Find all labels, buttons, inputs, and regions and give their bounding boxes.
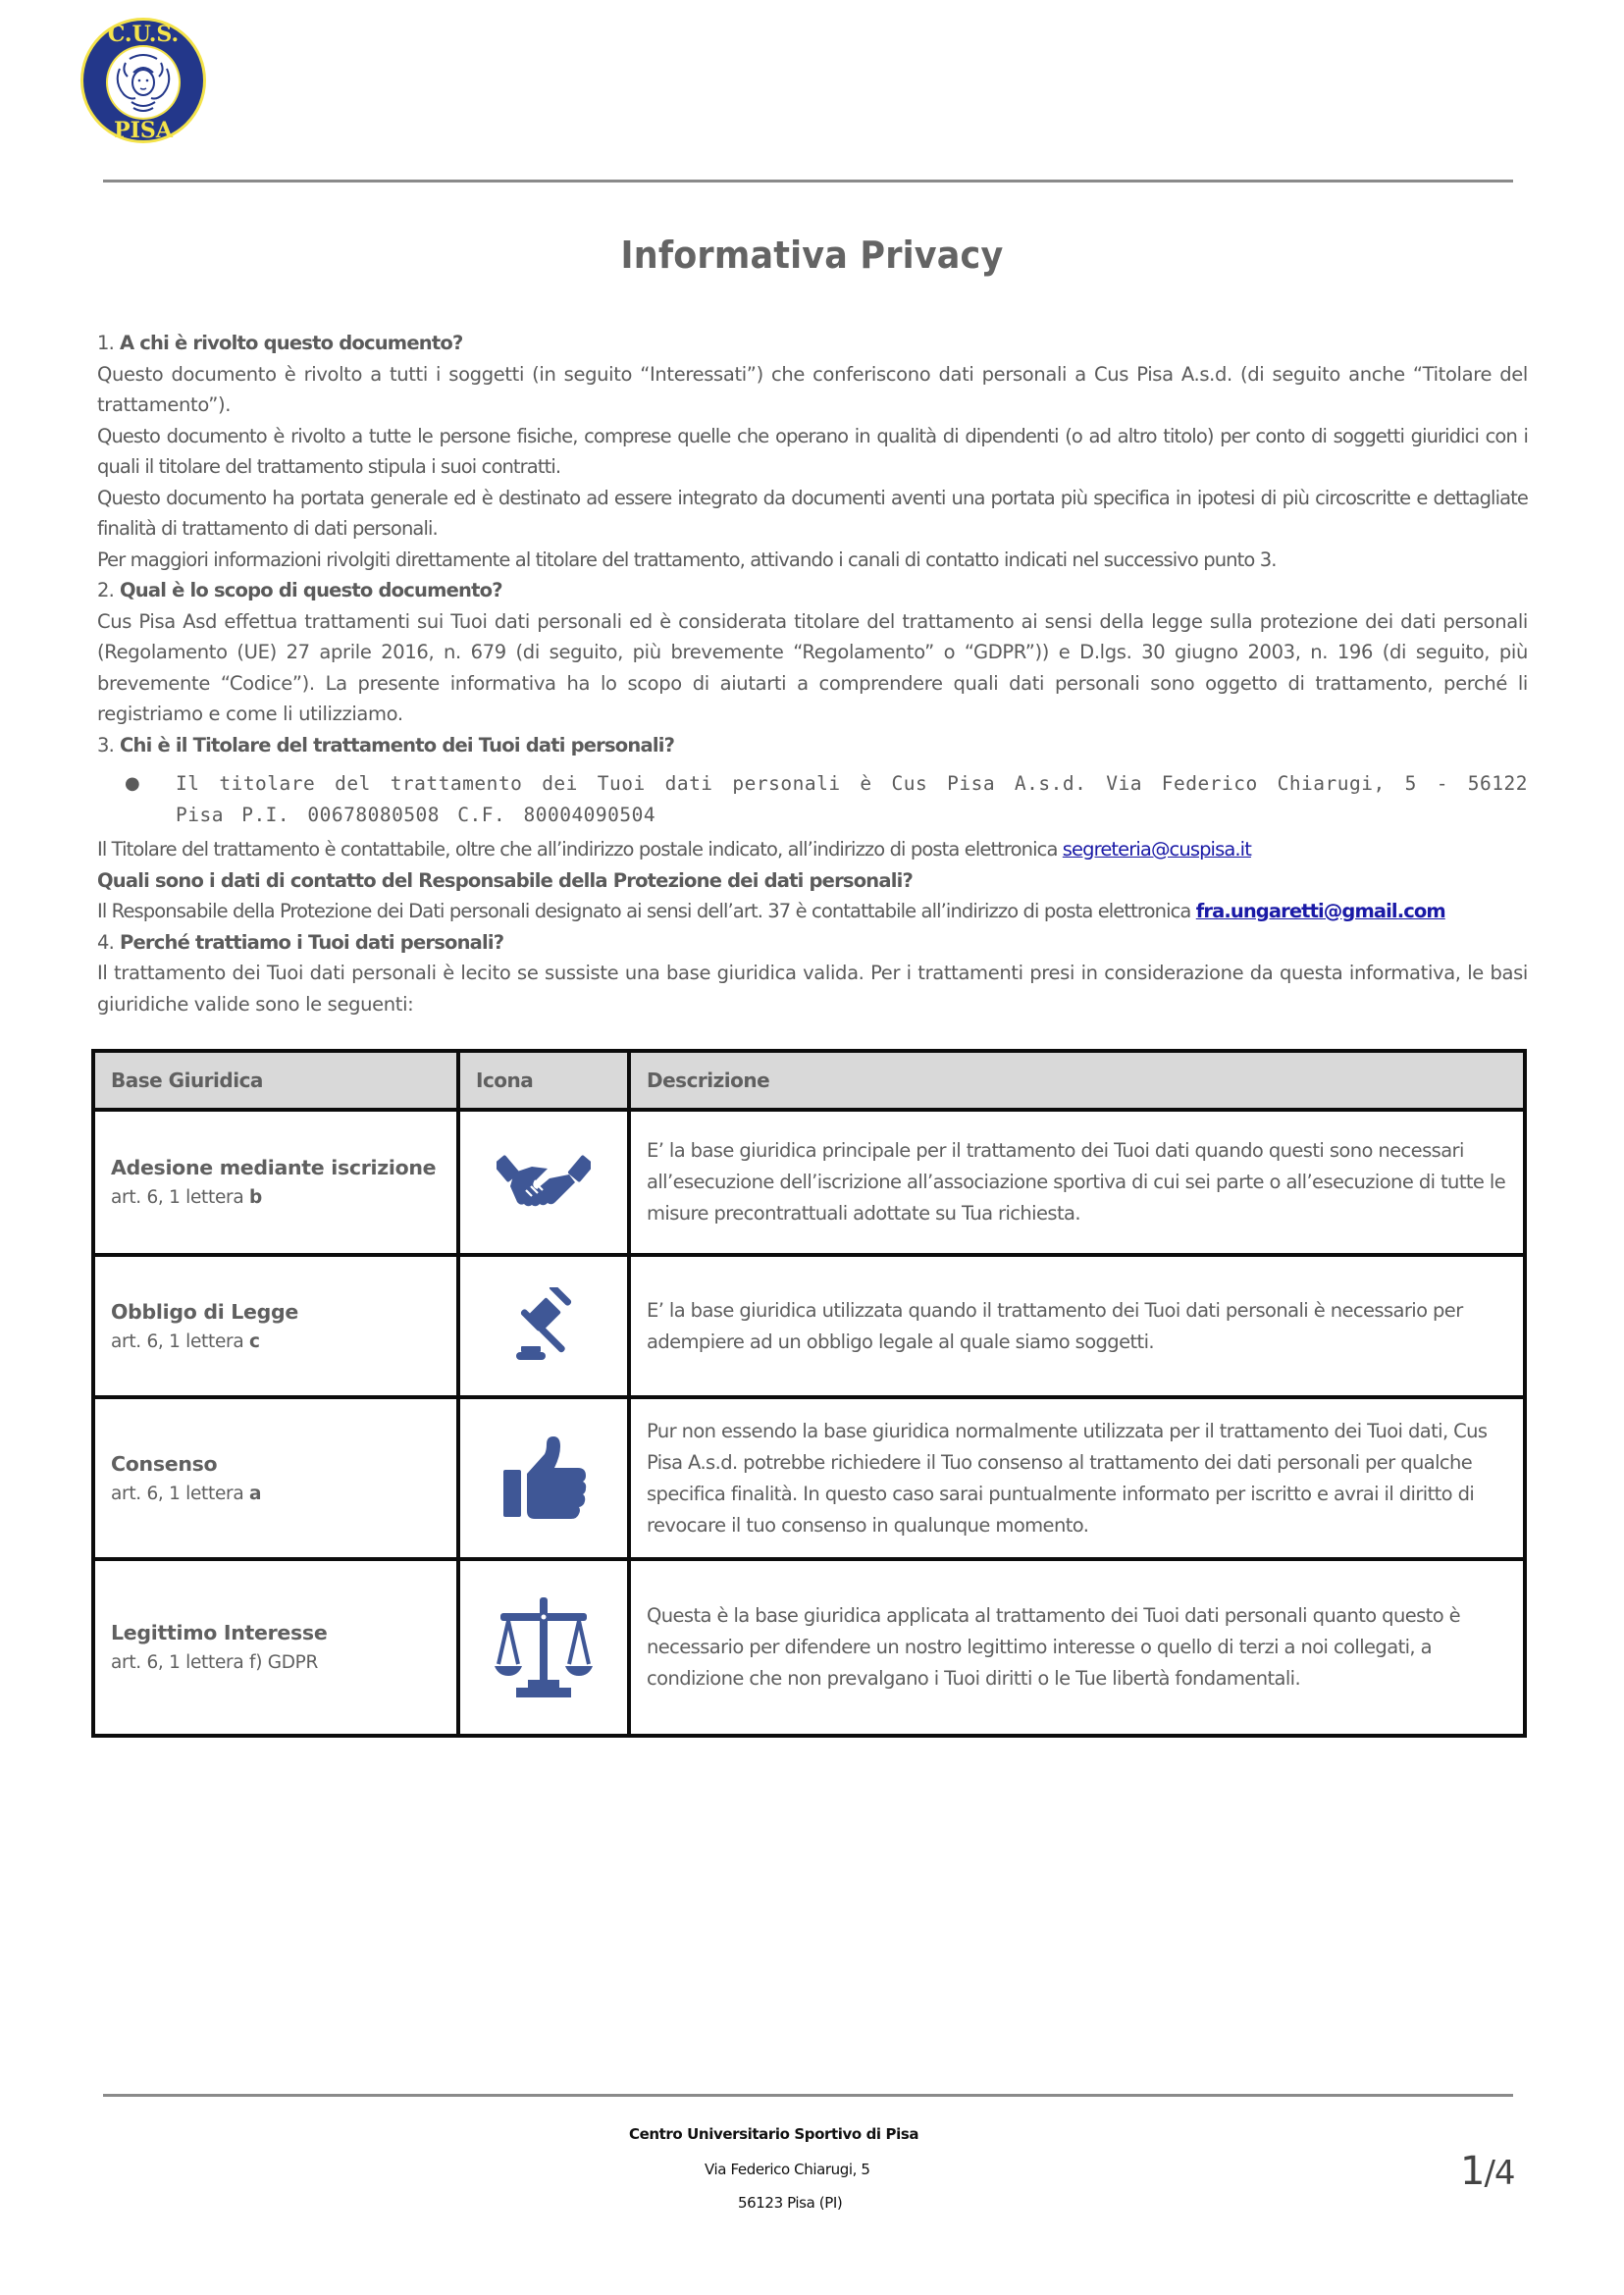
basis-reference: art. 6, 1 lettera c — [111, 1330, 260, 1352]
section-1-heading: 1. A chi è rivolto questo documento? — [97, 332, 463, 354]
svg-text:C.U.S.: C.U.S. — [107, 22, 180, 47]
icon-cell — [458, 1397, 629, 1559]
owner-bullet-item — [97, 768, 1528, 830]
basis-reference: art. 6, 1 lettera f) GDPR — [111, 1652, 319, 1673]
description-cell: Questa è la base giuridica applicata al trattamento dei Tuoi dati personali quanto questo è necessario per difendere un nostro legittimo interesse o quello di terzi a noi collegati, a condizione che non prevalgano i Tuoi diritti o le Tue libertà fondamentali. — [629, 1559, 1525, 1736]
owner-contact-paragraph: Il Titolare del trattamento è contattabile, oltre che all’indirizzo postale indicato, all’indirizzo di posta elettronica segreteria@cuspisa.it — [97, 838, 1251, 861]
owner-email-link[interactable]: segreteria@cuspisa.it — [1062, 838, 1251, 861]
icon-cell — [458, 1559, 629, 1736]
header-divider — [103, 180, 1513, 183]
owner-details: Il titolare del trattamento dei Tuoi dati personali è Cus Pisa A.s.d. Via Federico Chiarugi, 5 - 56122 Pisa P.I. 00678080508 C.F. 80004090504 — [176, 772, 1528, 826]
icon-cell — [458, 1255, 629, 1397]
gavel-icon — [504, 1287, 583, 1366]
scales-of-justice-icon — [495, 1593, 593, 1701]
description-cell: E’ la base giuridica principale per il trattamento dei Tuoi dati quando questi sono necessari all’esecuzione dell’iscrizione all’associazione sportiva di cui sei parte o all’esecuzione di tutte le misure precontrattuali adottate su Tua richiesta. — [629, 1110, 1525, 1255]
footer-address: Via Federico Chiarugi, 5 — [705, 2161, 870, 2178]
svg-text:PISA: PISA — [114, 118, 173, 143]
section-1-paragraph-3: Questo documento ha portata generale ed è destinato ad essere integrato da documenti aventi una portata più specifica in ipotesi di più circoscritte e dettagliate finalità di trattamento di dati personali. — [97, 486, 1528, 540]
basis-cell — [93, 1559, 458, 1736]
table-header-row — [93, 1051, 1525, 1110]
page-number: 1/4 — [1460, 2149, 1515, 2194]
dpo-heading: Quali sono i dati di contatto del Responsabile della Protezione dei dati personali? — [97, 868, 914, 892]
section-3-heading: 3. Chi è il Titolare del trattamento dei Tuoi dati personali? — [97, 733, 675, 756]
table-row — [93, 1397, 1525, 1559]
section-2-paragraph-1: Cus Pisa Asd effettua trattamenti sui Tuoi dati personali ed è considerata titolare del trattamento ai sensi della legge sulla protezione dei dati personali (Regolamento (UE) 27 aprile 2016, n. 679 (di seguito, più brevemente “Regolamento” o “GDPR”)) e D.lgs. 30 giugno 2003, n. 196 (di seguito, più brevemente “Codice”). La presente informativa ha lo scopo di aiutarti a comprendere quali dati personali sono oggetto di trattamento, perché li registriamo e come li utilizziamo. — [97, 609, 1528, 725]
section-1-paragraph-1: Questo documento è rivolto a tutti i soggetti (in seguito “Interessati”) che conferiscono dati personali a Cus Pisa A.s.d. (di seguito anche “Titolare del trattamento”). — [97, 362, 1528, 416]
basis-name: Obbligo di Legge — [111, 1299, 298, 1324]
table-row — [93, 1110, 1525, 1255]
section-2-heading: 2. Qual è lo scopo di questo documento? — [97, 579, 502, 601]
footer-organization: Centro Universitario Sportivo di Pisa — [629, 2125, 919, 2143]
description-cell: E’ la base giuridica utilizzata quando il trattamento dei Tuoi dati personali è necessario per adempiere ad un obbligo legale al quale siamo soggetti. — [629, 1255, 1525, 1397]
cus-pisa-logo — [77, 12, 210, 149]
handshake-icon — [497, 1153, 591, 1212]
table-row — [93, 1255, 1525, 1397]
dpo-contact-paragraph: Il Responsabile della Protezione dei Dati personali designato ai sensi dell’art. 37 è contattabile all’indirizzo di posta elettronica fra.ungaretti@gmail.com — [97, 900, 1445, 922]
thumbs-up-icon — [499, 1434, 588, 1523]
legal-bases-table — [91, 1049, 1527, 1738]
section-1-paragraph-2: Questo documento è rivolto a tutte le persone fisiche, comprese quelle che operano in qualità di dipendenti (o ad altro titolo) per conto di soggetti giuridici con i quali il titolare del trattamento stipula i suoi contratti. — [97, 424, 1528, 478]
header-descrizione: Descrizione — [629, 1051, 1525, 1110]
footer-city: 56123 Pisa (PI) — [738, 2194, 843, 2212]
basis-name: Consenso — [111, 1451, 218, 1476]
basis-name: Legittimo Interesse — [111, 1621, 328, 1644]
basis-reference: art. 6, 1 lettera b — [111, 1187, 262, 1208]
header-icona: Icona — [458, 1051, 629, 1110]
header-base-giuridica: Base Giuridica — [93, 1051, 458, 1110]
basis-name: Adesione mediante iscrizione — [111, 1156, 437, 1179]
bullet-icon: ● — [125, 773, 140, 794]
basis-reference: art. 6, 1 lettera a — [111, 1483, 262, 1504]
table-row — [93, 1559, 1525, 1736]
basis-cell — [93, 1110, 458, 1255]
page-title: Informativa Privacy — [620, 234, 1004, 277]
basis-cell — [93, 1255, 458, 1397]
footer-divider — [103, 2094, 1513, 2097]
description-cell: Pur non essendo la base giuridica normalmente utilizzata per il trattamento dei Tuoi dati, Cus Pisa A.s.d. potrebbe richiedere il Tuo consenso al trattamento dei dati personali per qualche specifica finalità. In questo caso sarai puntualmente informato per iscritto e avrai il diritto di revocare il tuo consenso in qualunque momento. — [629, 1397, 1525, 1559]
basis-cell — [93, 1397, 458, 1559]
document-body — [97, 328, 1528, 1019]
section-4-paragraph-1: Il trattamento dei Tuoi dati personali è lecito se sussiste una base giuridica valida. Per i trattamenti presi in considerazione da questa informativa, le basi giuridiche valide sono le seguenti: — [97, 962, 1528, 1016]
section-1-paragraph-4: Per maggiori informazioni rivolgiti direttamente al titolare del trattamento, attivando i canali di contatto indicati nel successivo punto 3. — [97, 548, 1277, 571]
section-4-heading: 4. Perché trattiamo i Tuoi dati personali? — [97, 930, 504, 954]
dpo-email-link[interactable]: fra.ungaretti@gmail.com — [1195, 900, 1445, 922]
cus-pisa-emblem-icon — [77, 12, 210, 149]
icon-cell — [458, 1110, 629, 1255]
